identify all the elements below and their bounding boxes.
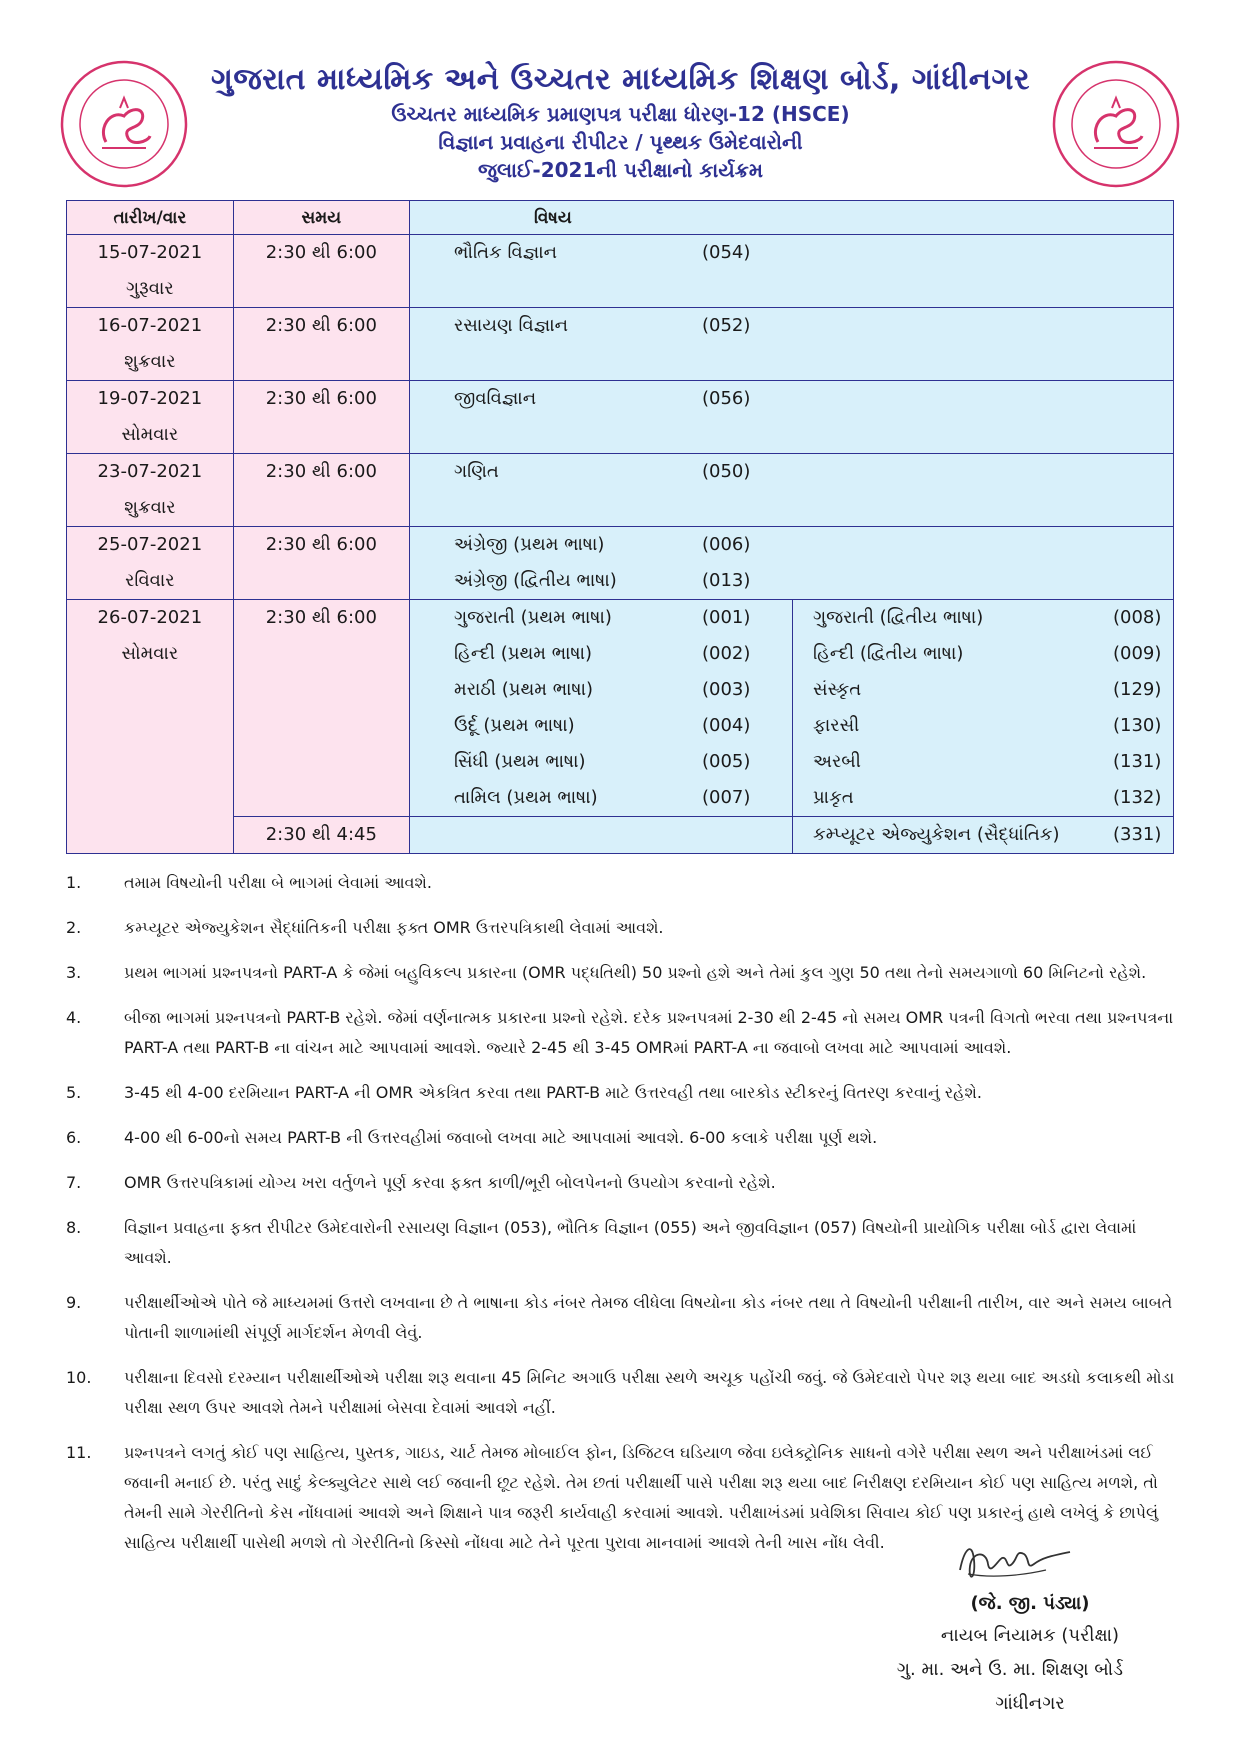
document-header (0, 60, 1241, 184)
subject-code: (052) (701, 315, 751, 336)
subject-name: ફારસી (813, 715, 860, 736)
list-item: 5. 3-45 થી 4-00 દરમિયાન PART-A ની OMR એકત્રિત કરવા તથા PART-B માટે ઉત્તરવહી તથા બારકોડ સ્ટીકરનું વિતરણ કરવાનું રહેશે. (66, 1083, 982, 1102)
signatory-designation: નાયબ નિયામક (પરીક્ષા) (940, 1625, 1120, 1646)
exam-time: 2:30 થી 6:00 (265, 388, 377, 409)
subject-code: (008) (1113, 607, 1162, 628)
subject-code: (004) (701, 715, 751, 736)
handwritten-signature (950, 1530, 1080, 1590)
subject-name: મરાઠી (પ્રથમ ભાષા) (453, 679, 593, 700)
subject-code: (001) (701, 607, 751, 628)
subject-code: (056) (701, 388, 751, 409)
schedule-title: જુલાઈ-2021ની પરીક્ષાનો કાર્યક્રમ (478, 158, 763, 182)
header-date: તારીખ/વાર (67, 201, 234, 235)
subject-code: (009) (1113, 643, 1162, 664)
subject-name: અંગ્રેજી (પ્રથમ ભાષા) (453, 534, 605, 555)
subject-name: અંગ્રેજી (દ્વિતીય ભાષા) (453, 570, 617, 591)
subject-name: ગુજરાતી (દ્વિતીય ભાષા) (813, 607, 984, 628)
exam-date: 23-07-2021 (97, 461, 203, 482)
subject-code: (129) (1113, 679, 1162, 700)
exam-time: 2:30 થી 6:00 (265, 461, 377, 482)
header-time: સમય (233, 201, 409, 235)
subject-code: (013) (701, 570, 751, 591)
signatory-name: (જે. જી. પંડ્યા) (970, 1593, 1090, 1614)
board-title: ગુજરાત માધ્યમિક અને ઉચ્ચતર માધ્યમિક શિક્ષણ બોર્ડ, ગાંધીનગર (211, 62, 1030, 97)
exam-time: 2:30 થી 6:00 (265, 242, 377, 263)
subject-name: હિન્દી (દ્વિતીય ભાષા) (813, 643, 964, 664)
signatory-city: ગાંધીનગર (995, 1693, 1065, 1714)
table-header-row (67, 201, 1174, 235)
exam-date: 16-07-2021 (97, 315, 203, 336)
list-item: 9. પરીક્ષાર્થીઓએ પોતે જે માધ્યમમાં ઉત્તરો લખવાના છે તે ભાષાના કોડ નંબર તેમજ લીધેલા વિષયોના કોડ નંબર તથા તે વિષયોની પરીક્ષાની તારીખ, વાર અને સમય બાબતે પોતાની શાળામાંથી સંપૂર્ણ માર્ગદર્શન મેળવી લેવું. (66, 1293, 1173, 1342)
list-item: 11. પ્રશ્નપત્રને લગતું કોઈ પણ સાહિત્ય, પુસ્તક, ગાઇડ, ચાર્ટ તેમજ મોબાઈલ ફોન, ડિજિટલ ઘડિયાળ જેવા ઇલેક્ટ્રોનિક સાધનો વગેરે પરીક્ષા સ્થળ અને પરીક્ષાખંડમાં લઈ જવાની મનાઈ છે. પરંતુ સાદું કેલ્ક્યુલેટર સાથે લઈ જવાની છૂટ રહેશે. તેમ છતાં પરીક્ષાર્થી પાસે પરીક્ષા શરૂ થયા બાદ નિરીક્ષણ દરમિયાન કોઈ પણ સાહિત્ય મળશે, તો તેમની સામે ગેરરીતિનો કેસ નોંધવામાં આવશે અને શિક્ષાને પાત્ર જરૂરી કાર્યવાહી કરવામાં આવશે. પરીક્ષાખંડમાં પ્રવેશિકા સિવાય કોઈ પણ પ્રકારનું હાથે લખેલું કે છાપેલું સાહિત્ય પરીક્ષાર્થી પાસેથી મળશે તો ગેરરીતિનો કિસ્સો નોંધવા માટે તેને પૂરતા પુરાવા માનવામાં આવશે તેની ખાસ નોંધ લેવી. (66, 1443, 1159, 1552)
subject-name: ભૌતિક વિજ્ઞાન (453, 242, 558, 263)
list-item: 4. બીજા ભાગમાં પ્રશ્નપત્રનો PART-B રહેશે. જેમાં વર્ણનાત્મક પ્રકારના પ્રશ્નો રહેશે. દરેક પ્રશ્નપત્રમાં 2-30 થી 2-45 નો સમય OMR પત્રની વિગતો ભરવા તથા પ્રશ્નપત્રના PART-A તથા PART-B ના વાંચન માટે આપવામાં આવશે. જ્યારે 2-45 થી 3-45 OMRમાં PART-A ના જવાબો લખવા માટે આપવામાં આવશે. (66, 1008, 1174, 1057)
list-item: 1. તમામ વિષયોની પરીક્ષા બે ભાગમાં લેવામાં આવશે. (66, 873, 432, 892)
exam-date: 15-07-2021 (97, 242, 203, 263)
exam-day: શુક્રવાર (124, 497, 176, 518)
subject-code: (050) (701, 461, 751, 482)
list-item: 7. OMR ઉત્તરપત્રિકામાં યોગ્ય ખરા વર્તુળને પૂર્ણ કરવા ફક્ત કાળી/ભૂરી બોલપેનનો ઉપયોગ કરવાનો રહેશે. (66, 1173, 776, 1192)
subject-name: સિંધી (પ્રથમ ભાષા) (453, 751, 586, 772)
exam-time: 2:30 થી 6:00 (265, 607, 377, 628)
subject-code: (005) (701, 751, 751, 772)
subject-name: પ્રાકૃત (813, 787, 854, 808)
subject-code: (131) (1113, 751, 1162, 772)
list-item: 8. વિજ્ઞાન પ્રવાહના ફક્ત રીપીટર ઉમેદવારોની રસાયણ વિજ્ઞાન (053), ભૌતિક વિજ્ઞાન (055) અને જીવવિજ્ઞાન (057) વિષયોની પ્રાયોગિક પરીક્ષા બોર્ડ દ્વારા લેવામાં આવશે. (66, 1218, 1137, 1267)
exam-time: 2:30 થી 4:45 (265, 824, 377, 845)
table-row (67, 381, 1174, 454)
subject-name: અરબી (813, 751, 861, 772)
exam-day: રવિવાર (125, 570, 175, 591)
stream-title: વિજ્ઞાન પ્રવાહના રીપીટર / પૃથ્થક ઉમેદવારોની (438, 130, 803, 154)
list-item: 2. કમ્પ્યૂટર એજ્યુકેશન સૈદ્ધાંતિકની પરીક્ષા ફક્ત OMR ઉત્તરપત્રિકાથી લેવામાં આવશે. (66, 918, 664, 937)
exam-time: 2:30 થી 6:00 (265, 534, 377, 555)
exam-time: 2:30 થી 6:00 (265, 315, 377, 336)
table-row (67, 817, 1174, 854)
subject-name: તામિલ (પ્રથમ ભાષા) (453, 787, 598, 808)
exam-day: શુક્રવાર (124, 351, 176, 372)
header-subject: વિષય (409, 201, 1173, 235)
table-row (67, 308, 1174, 381)
exam-schedule-table (66, 200, 1174, 854)
exam-date: 26-07-2021 (97, 607, 203, 628)
subject-name: રસાયણ વિજ્ઞાન (453, 315, 569, 336)
subject-code: (130) (1113, 715, 1162, 736)
table-row (67, 454, 1174, 527)
subject-code: (003) (701, 679, 751, 700)
subject-code: (054) (701, 242, 751, 263)
subject-name: સંસ્કૃત (813, 679, 862, 700)
subject-name: હિન્દી (પ્રથમ ભાષા) (453, 643, 593, 664)
subject-name: ગણિત (453, 461, 499, 482)
list-item: 10. પરીક્ષાના દિવસો દરમ્યાન પરીક્ષાર્થીઓએ પરીક્ષા શરૂ થવાના 45 મિનિટ અગાઉ પરીક્ષા સ્થળે અચૂક પહોંચી જવું. જે ઉમેદવારો પેપર શરૂ થયા બાદ અડધો કલાકથી મોડા પરીક્ષા સ્થળ ઉપર આવશે તેમને પરીક્ષામાં બેસવા દેવામાં આવશે નહીં. (66, 1368, 1175, 1417)
table-row (67, 600, 1174, 817)
exam-date: 25-07-2021 (97, 534, 203, 555)
exam-title: ઉચ્ચતર માધ્યમિક પ્રમાણપત્ર પરીક્ષા ધોરણ-12 (HSCE) (391, 102, 850, 126)
list-item: 3. પ્રથમ ભાગમાં પ્રશ્નપત્રનો PART-A કે જેમાં બહુવિકલ્પ પ્રકારના (OMR પદ્ધતિથી) 50 પ્રશ્નો હશે અને તેમાં કુલ ગુણ 50 તથા તેનો સમયગાળો 60 મિનિટનો રહેશે. (66, 963, 1147, 982)
instructions-list (66, 868, 1176, 1573)
subject-name: કમ્પ્યૂટર એજ્યુકેશન (સૈદ્ધાંતિક) (813, 824, 1060, 845)
exam-date: 19-07-2021 (97, 388, 203, 409)
subject-code: (006) (701, 534, 751, 555)
subject-name: ઉર્દૂ (પ્રથમ ભાષા) (453, 715, 575, 736)
list-item: 6. 4-00 થી 6-00નો સમય PART-B ની ઉત્તરવહીમાં જવાબો લખવા માટે આપવામાં આવશે. 6-00 કલાકે પરીક્ષા પૂર્ણ થશે. (66, 1128, 878, 1147)
signatory-board: ગુ. મા. અને ઉ. મા. શિક્ષણ બોર્ડ (896, 1659, 1124, 1680)
exam-day: સોમવાર (121, 424, 179, 445)
subject-code: (007) (701, 787, 751, 808)
subject-name: જીવવિજ્ઞાન (453, 388, 537, 409)
table-row (67, 527, 1174, 600)
subject-code: (002) (701, 643, 751, 664)
subject-code: (132) (1113, 787, 1162, 808)
exam-day: ગુરૂવાર (126, 278, 174, 299)
table-row (67, 235, 1174, 308)
exam-day: સોમવાર (121, 643, 179, 664)
subject-name: ગુજરાતી (પ્રથમ ભાષા) (453, 607, 612, 628)
subject-code: (331) (1113, 824, 1162, 845)
